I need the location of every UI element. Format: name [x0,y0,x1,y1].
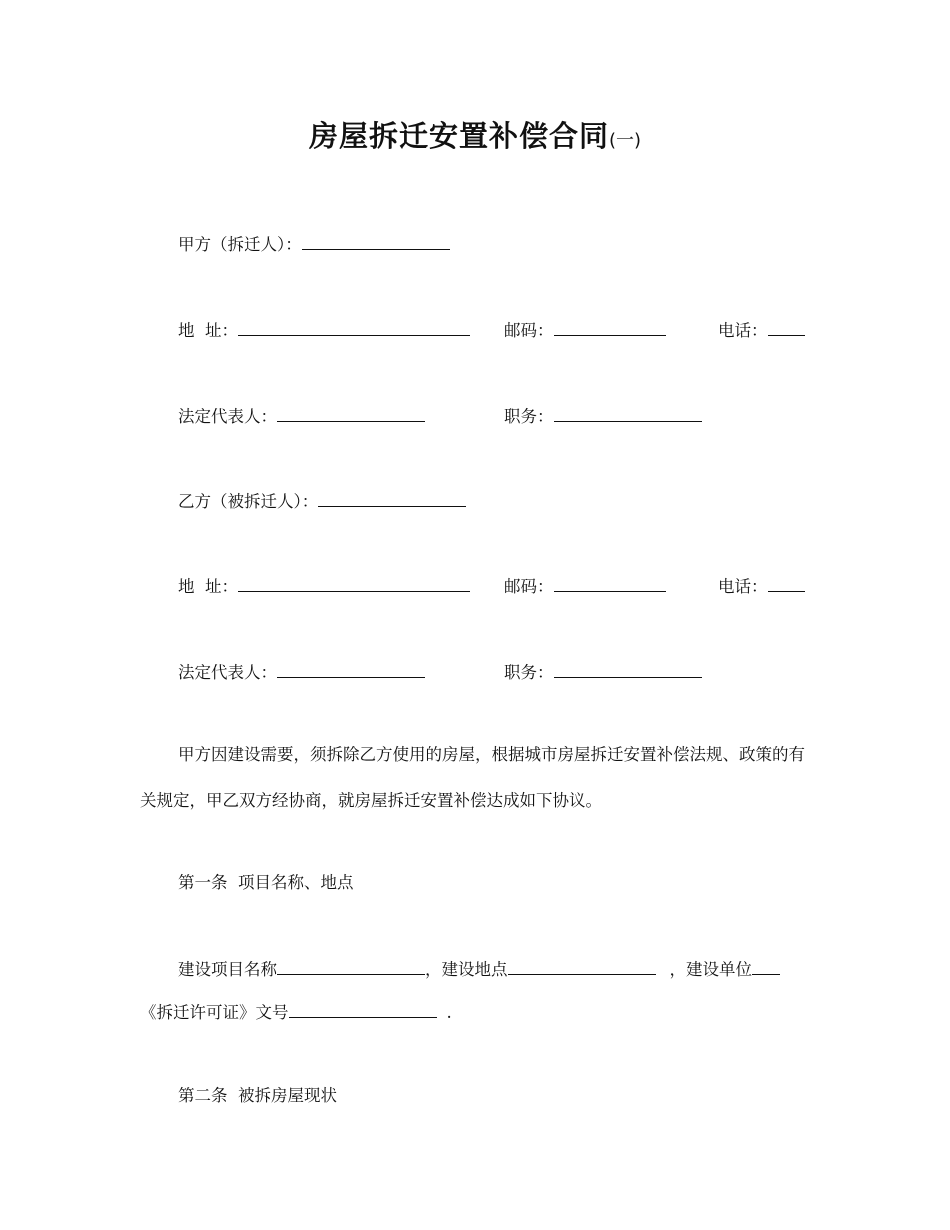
party-a-rep-line [178,404,778,428]
article-2-heading-text: 第二条 被拆房屋现状 [178,1086,337,1105]
party-a-name-blank[interactable] [302,232,450,250]
site-blank[interactable] [508,957,656,975]
party-b-postcode-blank[interactable] [554,574,666,592]
article-1-project-line [178,957,780,982]
party-a-label: 甲方（拆迁人）： [178,235,302,254]
project-name-label: 建设项目名称 [178,960,277,979]
article-1-permit-line [140,1000,452,1025]
party-b-name-blank[interactable] [318,489,466,507]
project-name-blank[interactable] [277,957,425,975]
party-b-rep-line [178,660,778,684]
phone-label: 电话： [718,321,768,340]
preamble-paragraph: 甲方因建设需要，须拆除乙方使用的房屋，根据城市房屋拆迁安置补偿法规、政策的有关规定，甲乙双方经协商，就房屋拆迁安置补偿达成如下协议。 [140,745,805,810]
party-b-address [178,574,470,599]
party-a-postcode-blank[interactable] [554,318,666,336]
permit-label: 《拆迁许可证》文号 [140,1003,289,1022]
rep-label: 法定代表人： [178,407,277,426]
party-a-postcode [504,318,666,343]
article-2-heading [178,1084,337,1108]
title-suffix: (一) [608,130,642,151]
document-title [0,116,950,161]
rep-label: 法定代表人： [178,663,277,682]
party-a-rep [178,404,425,429]
party-b-label: 乙方（被拆迁人）： [178,492,319,511]
party-a-rep-blank[interactable] [277,404,425,422]
article-1-heading-text: 第一条 项目名称、地点 [178,873,354,892]
title-main: 房屋拆迁安置补偿合同 [308,119,609,153]
party-a-phone-blank[interactable] [768,318,805,336]
party-a-address-blank[interactable] [238,318,470,336]
position-label: 职务： [504,407,554,426]
site-label: ，建设地点 [425,960,508,979]
end-mark: . [446,1003,452,1022]
party-a-line [178,232,450,257]
party-a-contact-line [178,318,818,342]
article-1-heading [178,871,354,895]
party-a-position-blank[interactable] [554,404,702,422]
party-b-position [504,660,702,685]
party-b-phone [718,574,805,599]
postcode-label: 邮码： [504,321,554,340]
party-b-rep-blank[interactable] [277,660,425,678]
address-label: 地 址： [178,321,238,340]
party-b-phone-blank[interactable] [768,574,805,592]
party-b-rep [178,660,425,685]
address-label: 地 址： [178,577,238,596]
unit-blank[interactable] [752,957,780,975]
position-label: 职务： [504,663,554,682]
party-b-position-blank[interactable] [554,660,702,678]
postcode-label: 邮码： [504,577,554,596]
party-a-address [178,318,470,343]
party-a-phone [718,318,805,343]
party-b-line [178,489,466,514]
party-b-postcode [504,574,666,599]
party-a-position [504,404,702,429]
permit-number-blank[interactable] [289,1000,437,1018]
unit-label: ，建设单位 [669,960,752,979]
phone-label: 电话： [718,577,768,596]
party-b-contact-line [178,574,818,598]
party-b-address-blank[interactable] [238,574,470,592]
